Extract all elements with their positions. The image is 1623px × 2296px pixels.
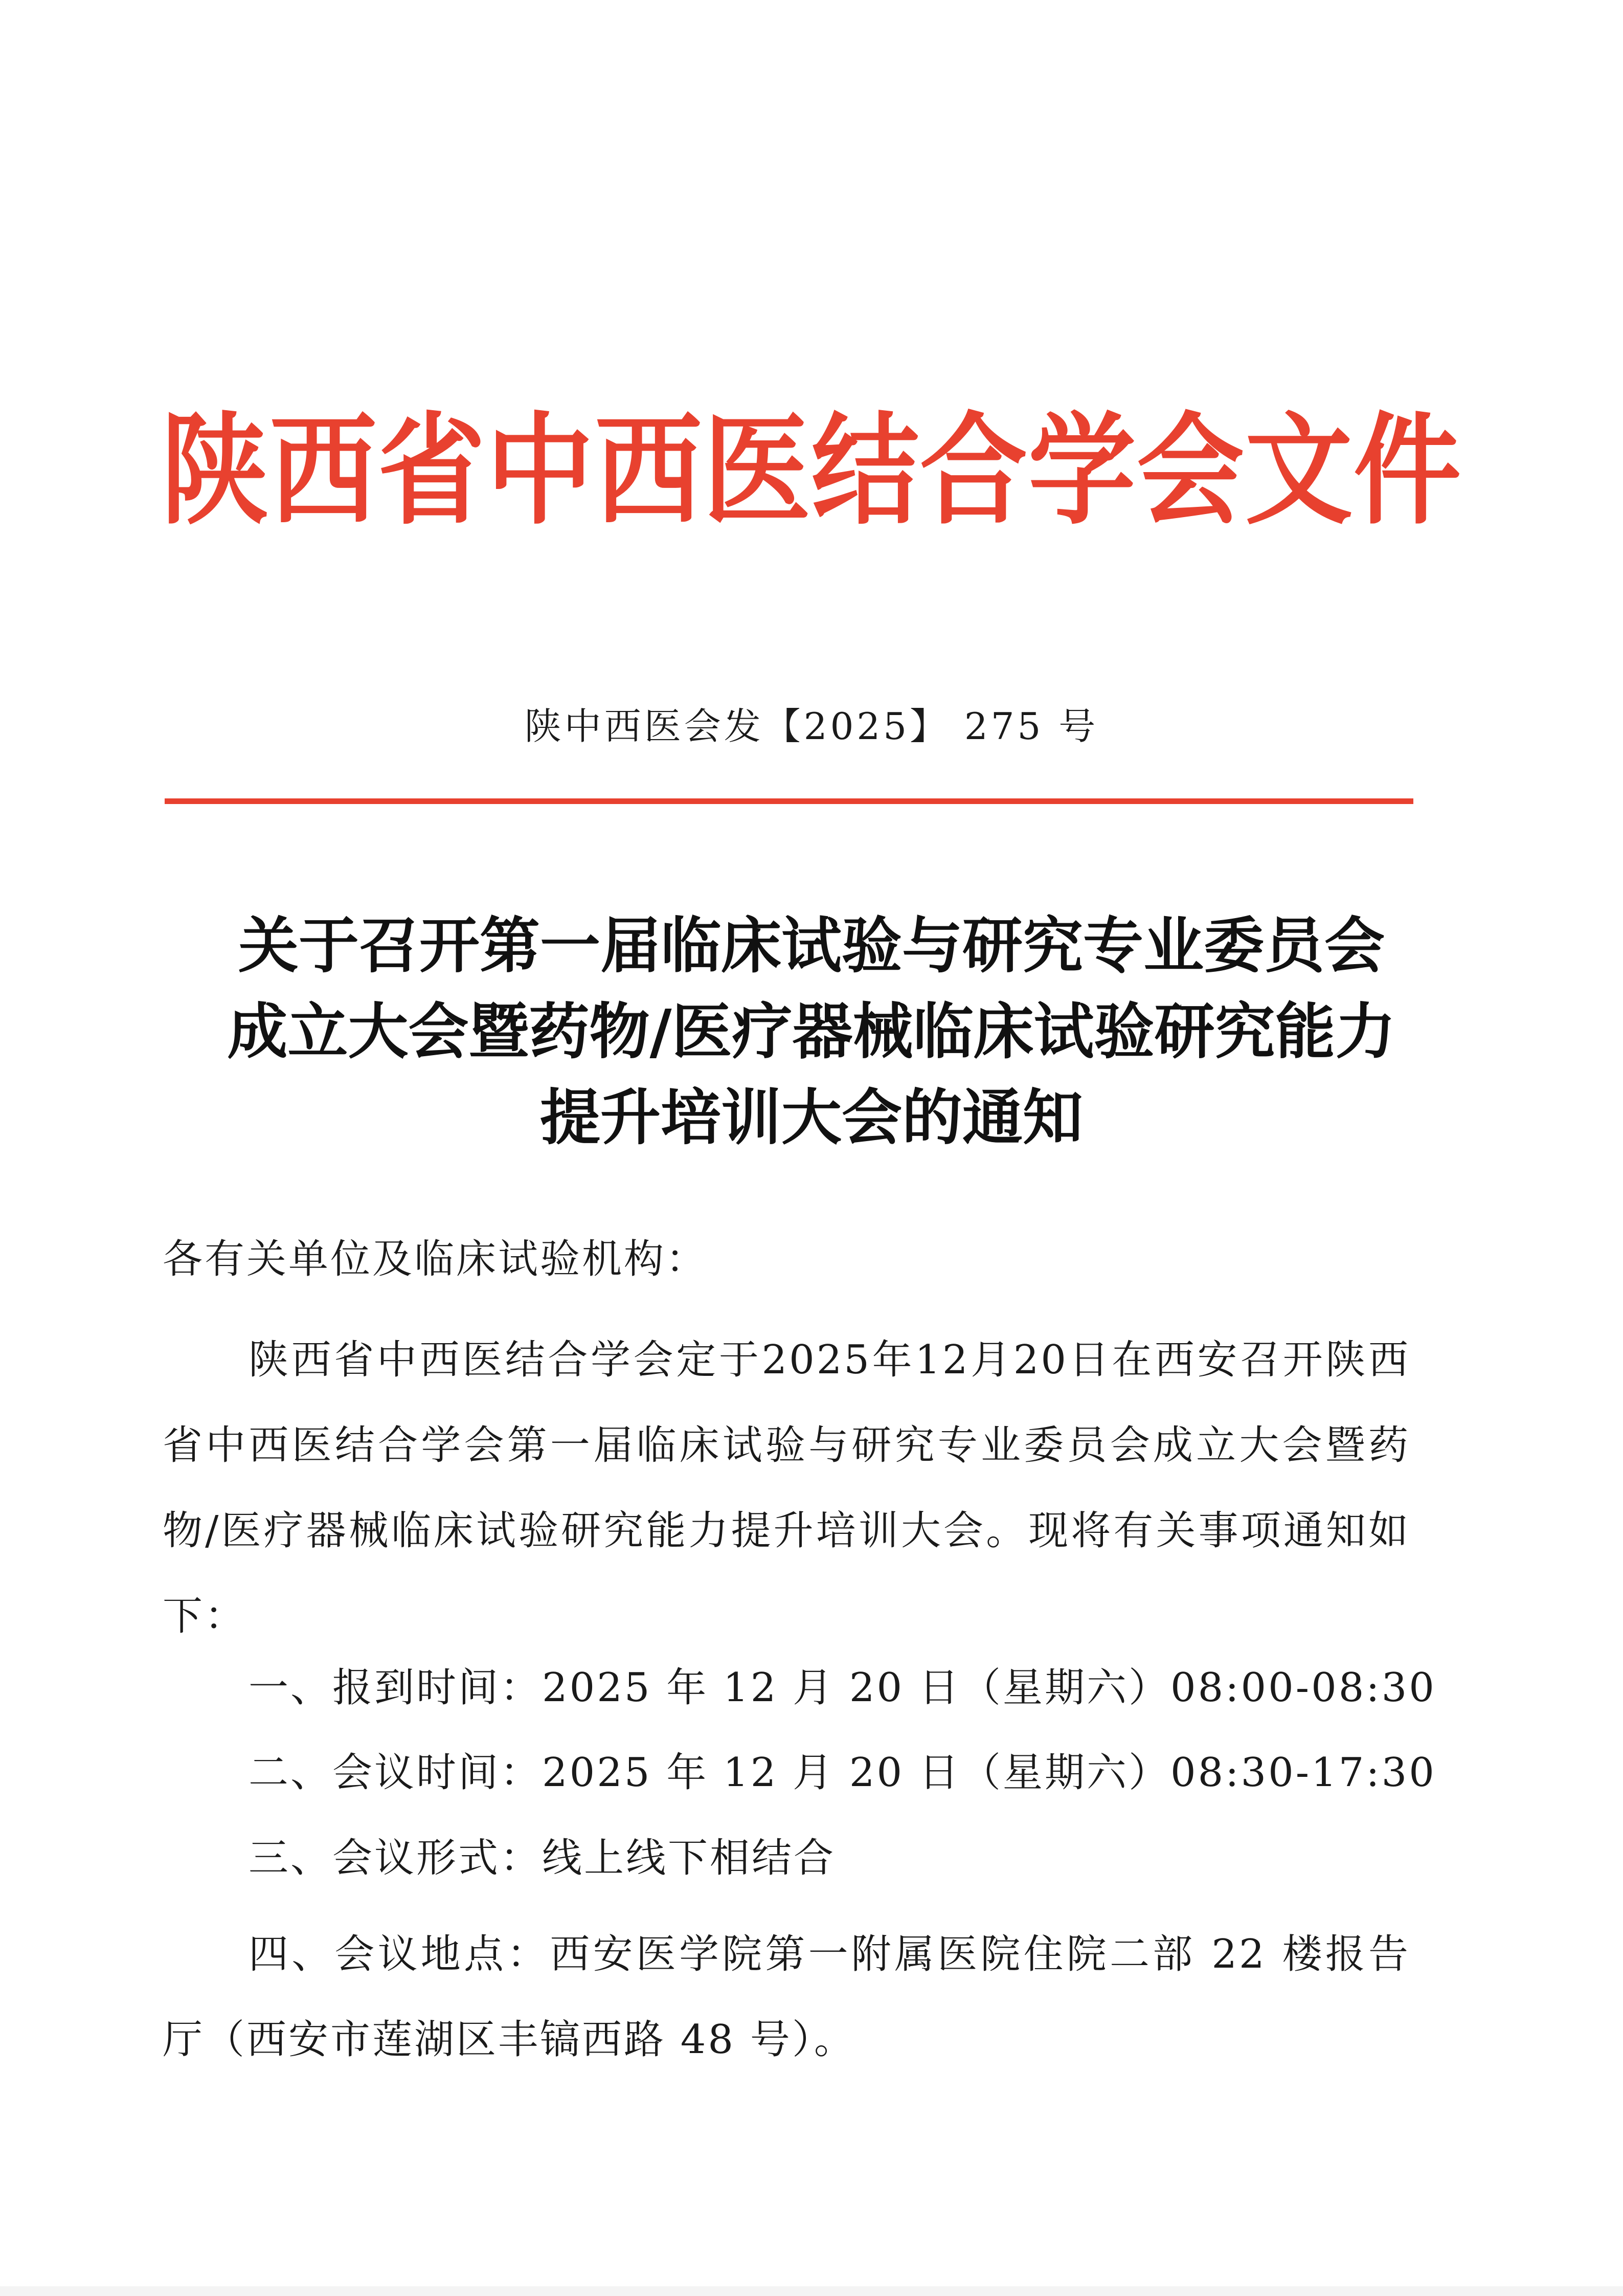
document-masthead: 陕西省中西医结合学会文件 <box>161 399 1462 541</box>
list-item-checkin-time: 一、报到时间：2025 年 12 月 20 日（星期六）08:00-08:30 <box>249 1665 1436 1711</box>
list-item-meeting-time: 二、会议时间：2025 年 12 月 20 日（星期六）08:30-17:30 <box>249 1750 1436 1796</box>
salutation: 各有关单位及临床试验机构： <box>163 1236 708 1282</box>
notice-title <box>153 903 1470 1161</box>
notice-title-line-2: 成立大会暨药物/医疗器械临床试验研究能力 <box>227 996 1396 1067</box>
document-number: 陕中西医会发【2025】 275 号 <box>524 705 1099 748</box>
red-divider-line <box>165 798 1413 804</box>
notice-title-line-3: 提升培训大会的通知 <box>539 1082 1083 1153</box>
list-item-meeting-location: 四、会议地点：西安医学院第一附属医院住院二部 22 楼报告厅（西安市莲湖区丰镐西路 48 号）。 <box>163 1931 1410 2063</box>
notice-title-line-1: 关于召开第一届临床试验与研究专业委员会 <box>238 910 1385 981</box>
list-item-meeting-format: 三、会议形式：线上线下相结合 <box>249 1835 836 1881</box>
intro-paragraph: 陕西省中西医结合学会定于2025年12月20日在西安召开陕西省中西医结合学会第一届临床试验与研究专业委员会成立大会暨药物/医疗器械临床试验研究能力提升培训大会。现将有关事项通知如下： <box>163 1337 1410 1639</box>
scan-bottom-edge <box>0 2286 1623 2296</box>
